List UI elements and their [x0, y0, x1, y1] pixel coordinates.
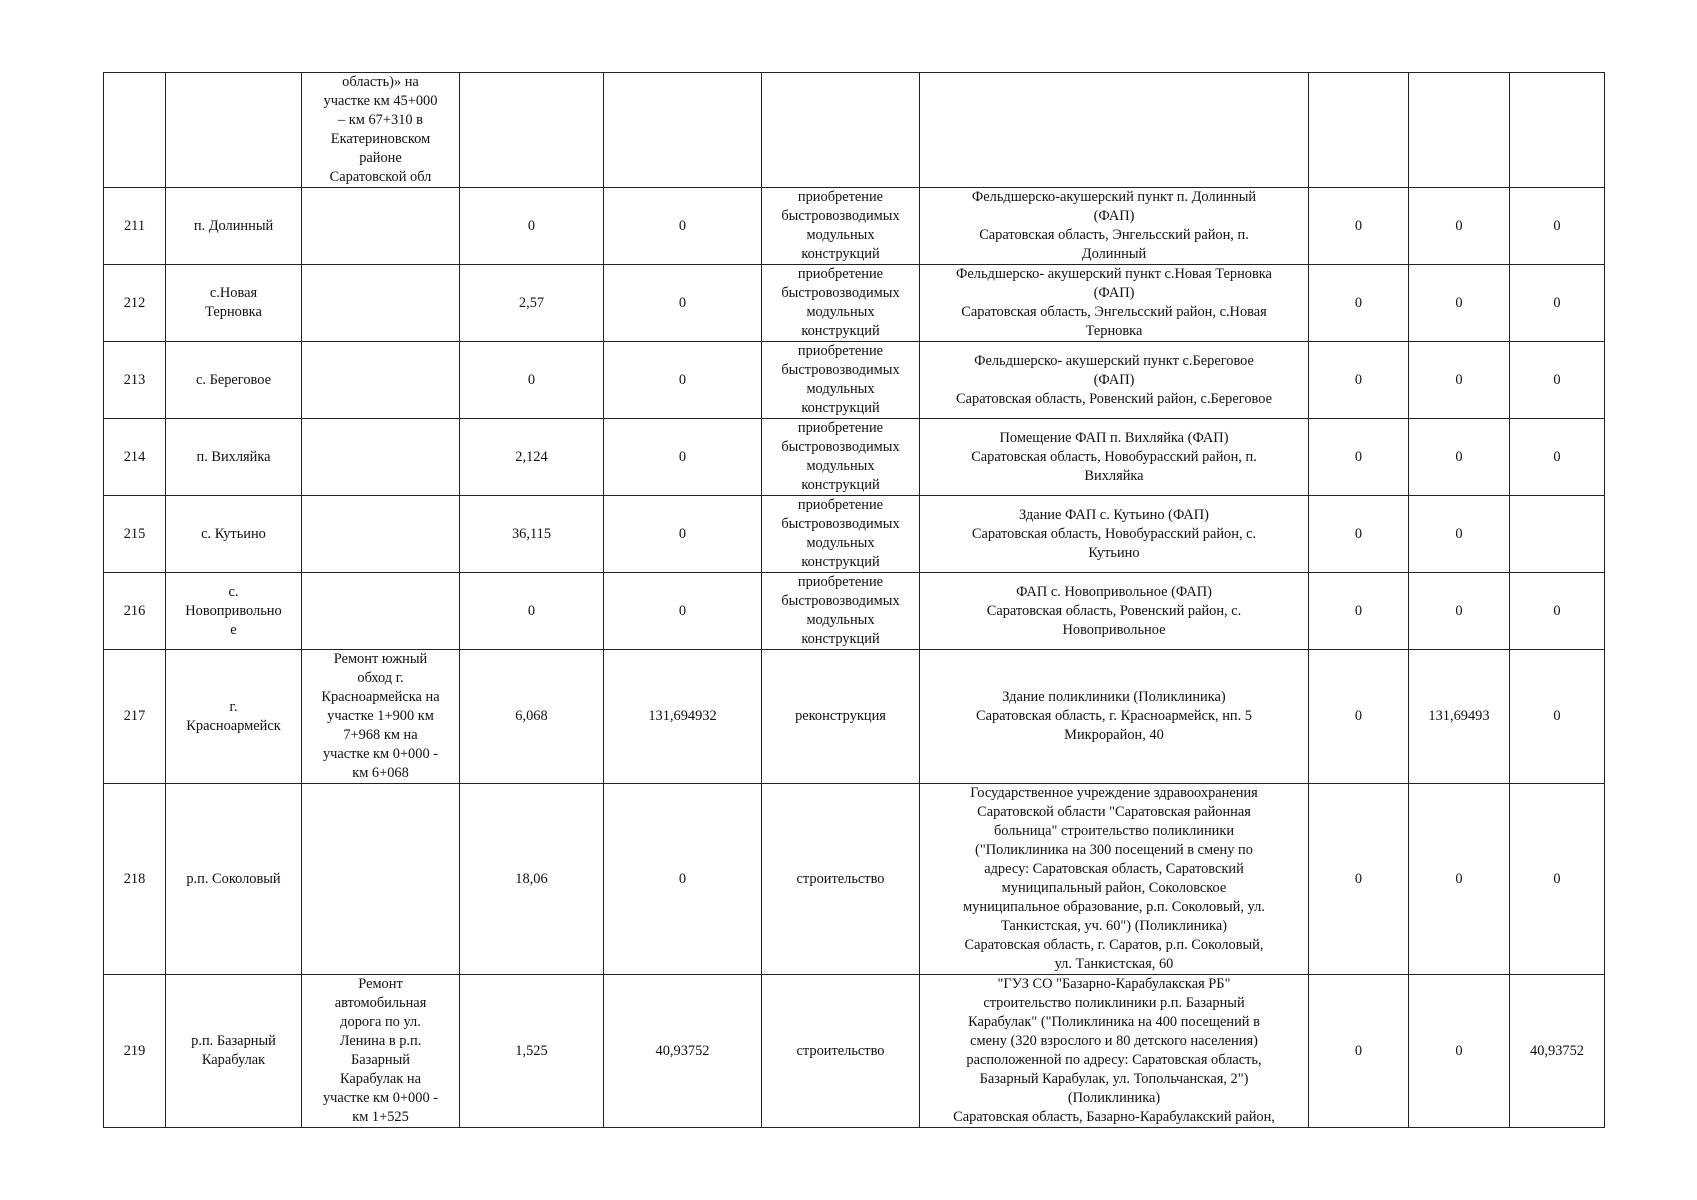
table-row	[104, 265, 1605, 342]
cost-2-cell: 0	[1409, 188, 1510, 265]
object-cell: Здание поликлиники (Поликлиника) Саратовская область, г. Красноармейск, нп. 5 Микрорайон, 40	[920, 650, 1309, 784]
table-row	[104, 73, 1605, 188]
locality-cell: р.п. Соколовый	[166, 784, 302, 975]
row-number-cell: 211	[104, 188, 166, 265]
object-cell	[920, 73, 1309, 188]
work-type-cell: приобретение быстровозводимых модульных конструкций	[762, 188, 920, 265]
value-1-cell: 0	[460, 188, 604, 265]
road-repair-cell: Ремонт автомобильная дорога по ул. Ленина в р.п. Базарный Карабулак на участке км 0+000 - км 1+525	[302, 975, 460, 1128]
value-1-cell: 2,124	[460, 419, 604, 496]
locality-cell: с. Новопривольно е	[166, 573, 302, 650]
value-2-cell: 0	[604, 573, 762, 650]
value-1-cell: 0	[460, 342, 604, 419]
road-repair-cell	[302, 784, 460, 975]
locality-cell: р.п. Базарный Карабулак	[166, 975, 302, 1128]
table-row	[104, 573, 1605, 650]
road-repair-cell	[302, 265, 460, 342]
value-2-cell	[604, 73, 762, 188]
work-type-cell	[762, 73, 920, 188]
road-repair-cell	[302, 573, 460, 650]
object-cell: Фельдшерско- акушерский пункт с.Новая Терновка (ФАП) Саратовская область, Энгельсский район, с.Новая Терновка	[920, 265, 1309, 342]
table-row	[104, 650, 1605, 784]
value-1-cell: 36,115	[460, 496, 604, 573]
table-row	[104, 496, 1605, 573]
object-cell: ФАП с. Новопривольное (ФАП) Саратовская область, Ровенский район, с. Новопривольное	[920, 573, 1309, 650]
value-1-cell: 6,068	[460, 650, 604, 784]
value-2-cell: 0	[604, 265, 762, 342]
work-type-cell: строительство	[762, 784, 920, 975]
row-number-cell: 216	[104, 573, 166, 650]
object-cell: Государственное учреждение здравоохранения Саратовской области "Саратовская районная больница" строительство поликлиники ("Поликлиника на 300 посещений в смену по адресу: Саратовская область, Саратовский муниципальный район, Соколовское муниципальное образование, р.п. Соколовый, ул. Танкистская, уч. 60") (Поликлиника) Саратовская область, г. Саратов, р.п. Соколовый, ул. Танкистская, 60	[920, 784, 1309, 975]
cost-3-cell: 0	[1510, 342, 1605, 419]
value-1-cell: 2,57	[460, 265, 604, 342]
work-type-cell: реконструкция	[762, 650, 920, 784]
cost-1-cell: 0	[1309, 975, 1409, 1128]
locality-cell	[166, 73, 302, 188]
row-number-cell: 215	[104, 496, 166, 573]
table-row	[104, 419, 1605, 496]
cost-3-cell: 0	[1510, 188, 1605, 265]
cost-3-cell: 0	[1510, 650, 1605, 784]
work-type-cell: приобретение быстровозводимых модульных конструкций	[762, 496, 920, 573]
cost-1-cell: 0	[1309, 265, 1409, 342]
table-body	[104, 73, 1605, 1128]
object-cell: Помещение ФАП п. Вихляйка (ФАП) Саратовская область, Новобурасский район, п. Вихляйка	[920, 419, 1309, 496]
table-row	[104, 784, 1605, 975]
table-row	[104, 342, 1605, 419]
value-1-cell: 1,525	[460, 975, 604, 1128]
table-row	[104, 188, 1605, 265]
locality-cell: г. Красноармейск	[166, 650, 302, 784]
row-number-cell: 214	[104, 419, 166, 496]
road-repair-cell	[302, 419, 460, 496]
row-number-cell: 217	[104, 650, 166, 784]
cost-3-cell: 0	[1510, 784, 1605, 975]
cost-1-cell: 0	[1309, 573, 1409, 650]
cost-2-cell: 0	[1409, 573, 1510, 650]
value-2-cell: 0	[604, 188, 762, 265]
cost-2-cell: 131,69493	[1409, 650, 1510, 784]
cost-3-cell: 40,93752	[1510, 975, 1605, 1128]
locality-cell: с. Кутьино	[166, 496, 302, 573]
row-number-cell: 213	[104, 342, 166, 419]
cost-1-cell: 0	[1309, 784, 1409, 975]
cost-3-cell: 0	[1510, 573, 1605, 650]
cost-2-cell: 0	[1409, 784, 1510, 975]
cost-1-cell: 0	[1309, 496, 1409, 573]
road-repair-cell	[302, 342, 460, 419]
value-2-cell: 0	[604, 342, 762, 419]
value-2-cell: 0	[604, 784, 762, 975]
row-number-cell	[104, 73, 166, 188]
cost-1-cell	[1309, 73, 1409, 188]
value-2-cell: 131,694932	[604, 650, 762, 784]
cost-1-cell: 0	[1309, 188, 1409, 265]
locality-cell: с. Береговое	[166, 342, 302, 419]
cost-2-cell: 0	[1409, 419, 1510, 496]
cost-1-cell: 0	[1309, 342, 1409, 419]
cost-1-cell: 0	[1309, 419, 1409, 496]
cost-3-cell	[1510, 73, 1605, 188]
road-repair-cell	[302, 496, 460, 573]
object-cell: "ГУЗ СО "Базарно-Карабулакская РБ" строительство поликлиники р.п. Базарный Карабулак" ("Поликлиника на 400 посещений в смену (320 взрослого и 80 детского населения) расположенной по адресу: Саратовская область, Базарный Карабулак, ул. Топольчанская, 2") (Поликлиника) Саратовская область, Базарно-Карабулакский район,	[920, 975, 1309, 1128]
cost-2-cell: 0	[1409, 342, 1510, 419]
road-repair-cell: область)» на участке км 45+000 – км 67+310 в Екатериновском районе Саратовской обл	[302, 73, 460, 188]
cost-3-cell: 0	[1510, 419, 1605, 496]
value-2-cell: 40,93752	[604, 975, 762, 1128]
object-cell: Фельдшерско-акушерский пункт п. Долинный (ФАП) Саратовская область, Энгельсский район, п. Долинный	[920, 188, 1309, 265]
data-table	[103, 72, 1605, 1128]
table-row	[104, 975, 1605, 1128]
cost-2-cell	[1409, 73, 1510, 188]
road-repair-cell	[302, 188, 460, 265]
row-number-cell: 219	[104, 975, 166, 1128]
cost-2-cell: 0	[1409, 496, 1510, 573]
work-type-cell: приобретение быстровозводимых модульных конструкций	[762, 265, 920, 342]
value-2-cell: 0	[604, 496, 762, 573]
work-type-cell: приобретение быстровозводимых модульных конструкций	[762, 573, 920, 650]
work-type-cell: приобретение быстровозводимых модульных конструкций	[762, 419, 920, 496]
cost-3-cell	[1510, 496, 1605, 573]
cost-2-cell: 0	[1409, 265, 1510, 342]
locality-cell: с.Новая Терновка	[166, 265, 302, 342]
locality-cell: п. Долинный	[166, 188, 302, 265]
cost-3-cell: 0	[1510, 265, 1605, 342]
work-type-cell: приобретение быстровозводимых модульных конструкций	[762, 342, 920, 419]
row-number-cell: 218	[104, 784, 166, 975]
locality-cell: п. Вихляйка	[166, 419, 302, 496]
value-2-cell: 0	[604, 419, 762, 496]
cost-2-cell: 0	[1409, 975, 1510, 1128]
value-1-cell: 0	[460, 573, 604, 650]
cost-1-cell: 0	[1309, 650, 1409, 784]
value-1-cell	[460, 73, 604, 188]
work-type-cell: строительство	[762, 975, 920, 1128]
object-cell: Фельдшерско- акушерский пункт с.Береговое (ФАП) Саратовская область, Ровенский район, с.Береговое	[920, 342, 1309, 419]
value-1-cell: 18,06	[460, 784, 604, 975]
row-number-cell: 212	[104, 265, 166, 342]
object-cell: Здание ФАП с. Кутьино (ФАП) Саратовская область, Новобурасский район, с. Кутьино	[920, 496, 1309, 573]
road-repair-cell: Ремонт южный обход г. Красноармейска на участке 1+900 км 7+968 км на участке км 0+000 - км 6+068	[302, 650, 460, 784]
